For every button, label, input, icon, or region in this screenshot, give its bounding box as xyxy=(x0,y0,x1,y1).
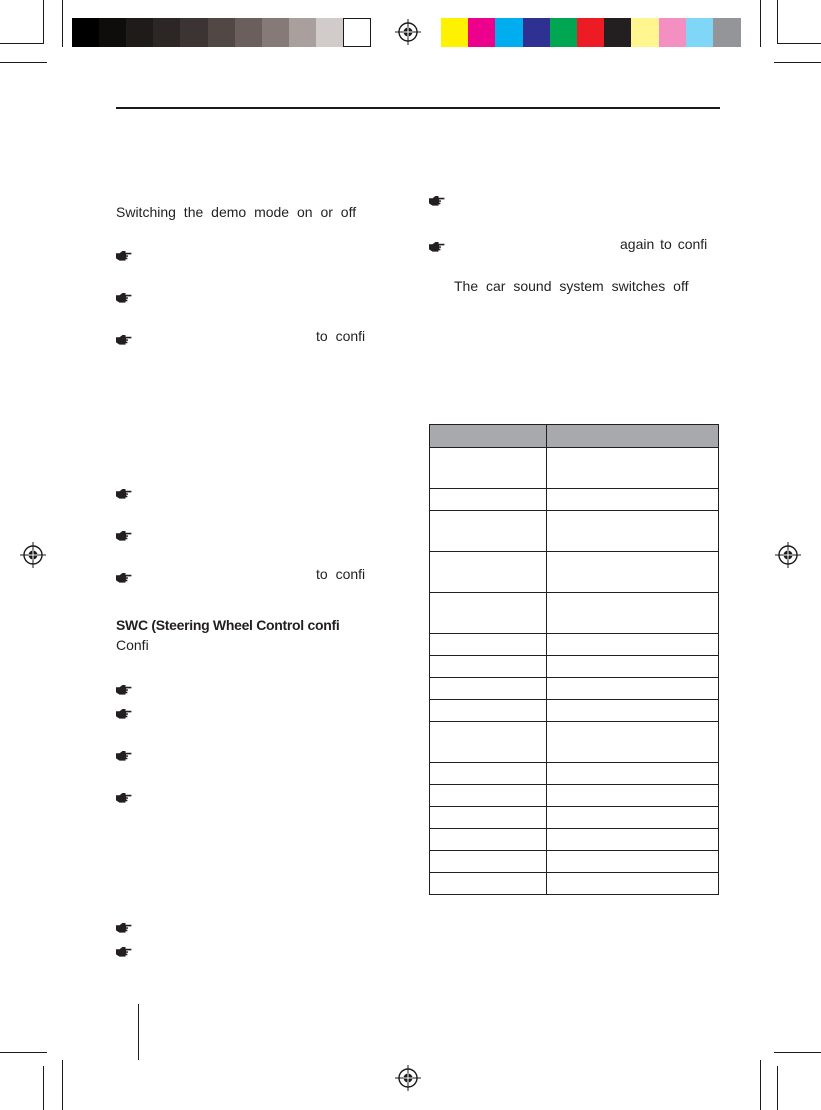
color-swatch xyxy=(262,18,290,47)
table-cell xyxy=(547,700,719,722)
table-row xyxy=(430,807,719,829)
color-swatch xyxy=(289,18,317,47)
pointing-hand-icon xyxy=(116,791,132,803)
pointing-hand-icon xyxy=(116,249,132,261)
pointing-hand-icon xyxy=(429,194,445,206)
crop-mark xyxy=(62,1060,63,1110)
pointing-hand-icon xyxy=(116,333,132,345)
pointing-hand-icon xyxy=(429,240,445,252)
table-cell xyxy=(547,678,719,700)
registration-mark-icon xyxy=(20,542,46,568)
table-cell xyxy=(547,851,719,873)
table-row xyxy=(430,829,719,851)
step-confirm-text: again to confi xyxy=(620,236,708,252)
color-swatch xyxy=(686,18,714,47)
color-swatch xyxy=(604,18,632,47)
crop-mark xyxy=(777,0,778,44)
color-swatch xyxy=(713,18,741,47)
table-cell xyxy=(547,785,719,807)
table-row xyxy=(430,873,719,895)
table-cell xyxy=(430,552,547,593)
pointing-hand-icon xyxy=(116,683,132,695)
color-swatch xyxy=(126,18,154,47)
registration-mark-icon xyxy=(775,542,801,568)
table-row xyxy=(430,593,719,634)
table-cell xyxy=(430,873,547,895)
table-row xyxy=(430,763,719,785)
color-swatch xyxy=(180,18,208,47)
table-cell xyxy=(430,489,547,511)
color-swatch xyxy=(343,18,371,47)
table-row xyxy=(430,489,719,511)
color-swatch xyxy=(235,18,263,47)
pointing-hand-icon xyxy=(116,749,132,761)
crop-mark xyxy=(0,62,47,63)
registration-mark-icon xyxy=(395,1065,421,1091)
table-cell xyxy=(430,656,547,678)
crop-mark xyxy=(774,62,821,63)
table-row xyxy=(430,722,719,763)
table-cell xyxy=(430,785,547,807)
header-rule xyxy=(116,107,720,109)
crop-mark xyxy=(0,43,44,44)
color-swatch xyxy=(208,18,236,47)
table-row xyxy=(430,634,719,656)
color-swatch xyxy=(659,18,687,47)
function-table xyxy=(429,424,719,895)
crop-mark xyxy=(0,1052,47,1053)
table-row xyxy=(430,552,719,593)
color-swatch xyxy=(495,18,523,47)
table-cell xyxy=(547,634,719,656)
color-swatch xyxy=(316,18,344,47)
table-cell xyxy=(547,593,719,634)
table-cell xyxy=(430,448,547,489)
step-confirm-text: to confi xyxy=(316,566,366,582)
pointing-hand-icon xyxy=(116,291,132,303)
table-cell xyxy=(430,700,547,722)
color-swatch xyxy=(550,18,578,47)
table-row xyxy=(430,511,719,552)
registration-mark-icon xyxy=(395,19,421,45)
table-cell xyxy=(547,552,719,593)
step-confirm-text: to confi xyxy=(316,328,366,344)
table-cell xyxy=(547,829,719,851)
table-cell xyxy=(547,873,719,895)
crop-mark xyxy=(760,1060,761,1110)
color-swatch xyxy=(99,18,127,47)
crop-mark xyxy=(777,1066,778,1110)
table-row xyxy=(430,678,719,700)
pointing-hand-icon xyxy=(116,921,132,933)
table-cell xyxy=(547,722,719,763)
crop-mark xyxy=(760,0,761,47)
table-row xyxy=(430,785,719,807)
table-cell xyxy=(430,829,547,851)
table-cell xyxy=(430,807,547,829)
table-cell xyxy=(547,763,719,785)
result-text: The car sound system switches off xyxy=(454,278,689,294)
table-cell xyxy=(547,489,719,511)
table-row xyxy=(430,656,719,678)
color-swatch xyxy=(153,18,181,47)
page-margin-line xyxy=(138,1004,139,1060)
pointing-hand-icon xyxy=(116,707,132,719)
crop-mark xyxy=(43,1066,44,1110)
color-swatch xyxy=(468,18,496,47)
table-header-row xyxy=(430,425,719,448)
crop-mark xyxy=(43,0,44,44)
table-header-cell xyxy=(430,425,547,448)
table-header-cell xyxy=(547,425,719,448)
table-cell xyxy=(430,634,547,656)
table-cell xyxy=(547,511,719,552)
pointing-hand-icon xyxy=(116,945,132,957)
pointing-hand-icon xyxy=(116,529,132,541)
table-cell xyxy=(430,593,547,634)
swc-heading: SWC (Steering Wheel Control confi xyxy=(116,617,340,633)
table-cell xyxy=(547,807,719,829)
table-cell xyxy=(430,763,547,785)
color-swatch xyxy=(523,18,551,47)
table-cell xyxy=(547,448,719,489)
swc-intro-text: Confi xyxy=(116,637,149,653)
crop-mark xyxy=(62,0,63,47)
table-cell xyxy=(430,511,547,552)
color-swatch xyxy=(72,18,100,47)
table-cell xyxy=(430,678,547,700)
table-cell xyxy=(547,656,719,678)
table-row xyxy=(430,448,719,489)
table-row xyxy=(430,700,719,722)
color-swatch xyxy=(577,18,605,47)
table-cell xyxy=(430,722,547,763)
crop-mark xyxy=(774,1052,821,1053)
crop-mark xyxy=(777,43,821,44)
pointing-hand-icon xyxy=(116,571,132,583)
pointing-hand-icon xyxy=(116,487,132,499)
table-row xyxy=(430,851,719,873)
demo-mode-heading: Switching the demo mode on or off xyxy=(116,204,357,220)
color-swatch xyxy=(441,18,469,47)
color-swatch xyxy=(631,18,659,47)
table-cell xyxy=(430,851,547,873)
